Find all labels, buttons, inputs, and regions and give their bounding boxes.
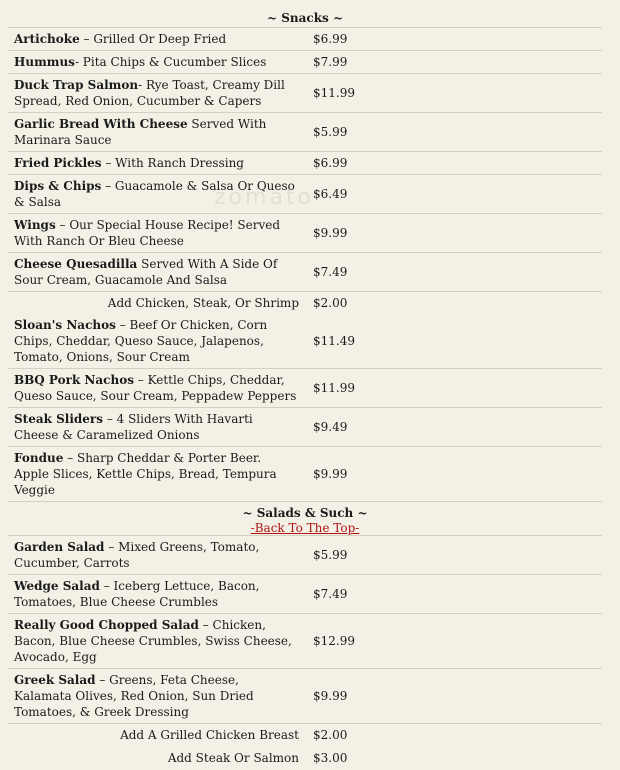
menu-item-description <box>8 291 305 314</box>
menu-item-desc-text: – Mixed Greens, Tomato, Cucumber, Carrots <box>14 540 260 570</box>
menu-item-row <box>8 614 602 669</box>
menu-item-description <box>8 614 305 669</box>
menu-item-price: $11.99 <box>305 369 602 408</box>
menu-item-desc-text: – Beef Or Chicken, Corn Chips, Cheddar, Queso Sauce, Jalapenos, Tomato, Onions, Sour Cream <box>14 318 268 364</box>
menu-item-description <box>8 27 305 50</box>
menu-item-description <box>8 73 305 112</box>
menu-item-price: $7.49 <box>305 252 602 291</box>
menu-item-row <box>8 174 602 213</box>
salads-heading: ~ Salads & Such ~ <box>242 505 368 520</box>
menu-item-name: Wedge Salad <box>14 579 100 593</box>
menu-addon-row <box>8 291 602 314</box>
menu-item-row <box>8 213 602 252</box>
menu-item-description <box>8 369 305 408</box>
menu-item-price: $6.99 <box>305 151 602 174</box>
menu-item-desc-text: – Greens, Feta Cheese, Kalamata Olives, Red Onion, Sun Dried Tomatoes, & Greek Dressing <box>14 673 254 719</box>
menu-item-name: Really Good Chopped Salad <box>14 618 199 632</box>
menu-item-name: Steak Sliders <box>14 412 103 426</box>
addon-text: Add Steak Or Salmon <box>167 751 299 765</box>
menu-addon-row <box>8 724 602 747</box>
menu-item-price: $12.99 <box>305 614 602 669</box>
addon-text: Add Chicken, Steak, Or Shrimp <box>107 295 299 310</box>
menu-item-desc-text: – Our Special House Recipe! Served With Ranch Or Bleu Cheese <box>14 217 281 248</box>
menu-item-row <box>8 369 602 408</box>
menu-item-desc-text: – 4 Sliders With Havarti Cheese & Caramelized Onions <box>14 412 253 442</box>
menu-item-price: $6.49 <box>305 174 602 213</box>
menu-item-desc-text: – Guacamole & Salsa Or Queso & Salsa <box>14 178 295 209</box>
menu-item-name: BBQ Pork Nachos <box>14 373 134 387</box>
menu-item-desc-text: – Chicken, Bacon, Blue Cheese Crumbles, Swiss Cheese, Avocado, Egg <box>14 618 292 664</box>
addon-text: Add A Grilled Chicken Breast <box>120 728 299 743</box>
menu-item-row <box>8 447 602 502</box>
salads-header-cell <box>8 502 602 536</box>
menu-item-row <box>8 50 602 73</box>
menu-item-price: $7.49 <box>305 575 602 614</box>
menu-item-row <box>8 112 602 151</box>
menu-item-row <box>8 408 602 447</box>
menu-item-desc-text: – Sharp Cheddar & Porter Beer. Apple Slices, Kettle Chips, Bread, Tempura Veggie <box>14 451 277 497</box>
menu-item-description <box>8 575 305 614</box>
menu-item-description <box>8 669 305 724</box>
menu-item-row <box>8 575 602 614</box>
menu-item-desc-text: - Pita Chips & Cucumber Slices <box>74 54 267 69</box>
menu-item-price: $9.99 <box>305 669 602 724</box>
menu-item-name: Duck Trap Salmon <box>14 77 139 92</box>
menu-item-price: $11.99 <box>305 73 602 112</box>
menu-item-price: $5.99 <box>305 112 602 151</box>
menu-item-description <box>8 314 305 369</box>
menu-item-price: $5.99 <box>305 536 602 575</box>
menu-item-description <box>8 536 305 575</box>
menu-item-description <box>8 50 305 73</box>
menu-item-price: $2.00 <box>313 295 348 310</box>
menu-item-name: Cheese Quesadilla <box>14 256 138 271</box>
menu-item-description <box>8 252 305 291</box>
menu-item-row <box>8 151 602 174</box>
menu-item-desc-text: Served With Marinara Sauce <box>14 116 267 147</box>
menu-item-description <box>8 724 305 747</box>
menu-item-name: Hummus <box>14 54 75 69</box>
menu-item-name: Dips & Chips <box>14 178 102 193</box>
menu-item-description <box>8 151 305 174</box>
menu-item-price: $9.49 <box>305 408 602 447</box>
menu-item-description <box>8 447 305 502</box>
menu-item-desc-text: - Rye Toast, Creamy Dill Spread, Red Onion, Cucumber & Capers <box>14 77 285 108</box>
menu-item-name: Fried Pickles <box>14 155 102 170</box>
menu-item-price: $9.99 <box>305 213 602 252</box>
menu-item-name: Greek Salad <box>14 673 96 687</box>
menu-item-name: Wings <box>14 217 56 232</box>
menu-item-desc-text: – With Ranch Dressing <box>101 155 244 170</box>
menu-item-description <box>8 112 305 151</box>
menu-item-description <box>8 408 305 447</box>
menu-item-price: $7.99 <box>305 50 602 73</box>
menu-item-row <box>8 669 602 724</box>
salads-section-header <box>8 502 602 536</box>
menu-item-desc-text: – Iceberg Lettuce, Bacon, Tomatoes, Blue Cheese Crumbles <box>14 579 260 609</box>
menu-item-description <box>8 213 305 252</box>
menu-item-name: Sloan's Nachos <box>14 318 116 332</box>
menu-item-description <box>8 174 305 213</box>
menu-item-description <box>8 747 305 770</box>
menu-body <box>8 0 602 770</box>
menu <box>8 0 602 770</box>
menu-item-desc-text: Served With A Side Of Sour Cream, Guacamole And Salsa <box>14 256 278 287</box>
menu-item-price: $2.00 <box>313 728 348 743</box>
menu-item-row <box>8 536 602 575</box>
menu-item-price: $3.00 <box>313 751 348 765</box>
snacks-section-header <box>8 0 602 27</box>
menu-item-row <box>8 252 602 291</box>
back-to-top-link[interactable]: -Back To The Top- <box>250 520 360 535</box>
menu-item-name: Artichoke <box>14 31 80 46</box>
menu-item-name: Garlic Bread With Cheese <box>14 116 188 131</box>
menu-item-row <box>8 27 602 50</box>
menu-table <box>8 0 602 770</box>
menu-item-name: Garden Salad <box>14 540 105 554</box>
menu-item-desc-text: – Grilled Or Deep Fried <box>79 31 227 46</box>
menu-item-price: $6.99 <box>305 27 602 50</box>
menu-item-name: Fondue <box>14 451 64 465</box>
menu-addon-row <box>8 747 602 770</box>
menu-item-row <box>8 73 602 112</box>
zomato-watermark: zomato <box>214 185 315 210</box>
snacks-heading: ~ Snacks ~ <box>8 0 602 27</box>
menu-item-price: $9.99 <box>305 447 602 502</box>
menu-item-row <box>8 314 602 369</box>
menu-item-desc-text: – Kettle Chips, Cheddar, Queso Sauce, Sour Cream, Peppadew Peppers <box>14 373 297 403</box>
menu-item-price: $11.49 <box>305 314 602 369</box>
